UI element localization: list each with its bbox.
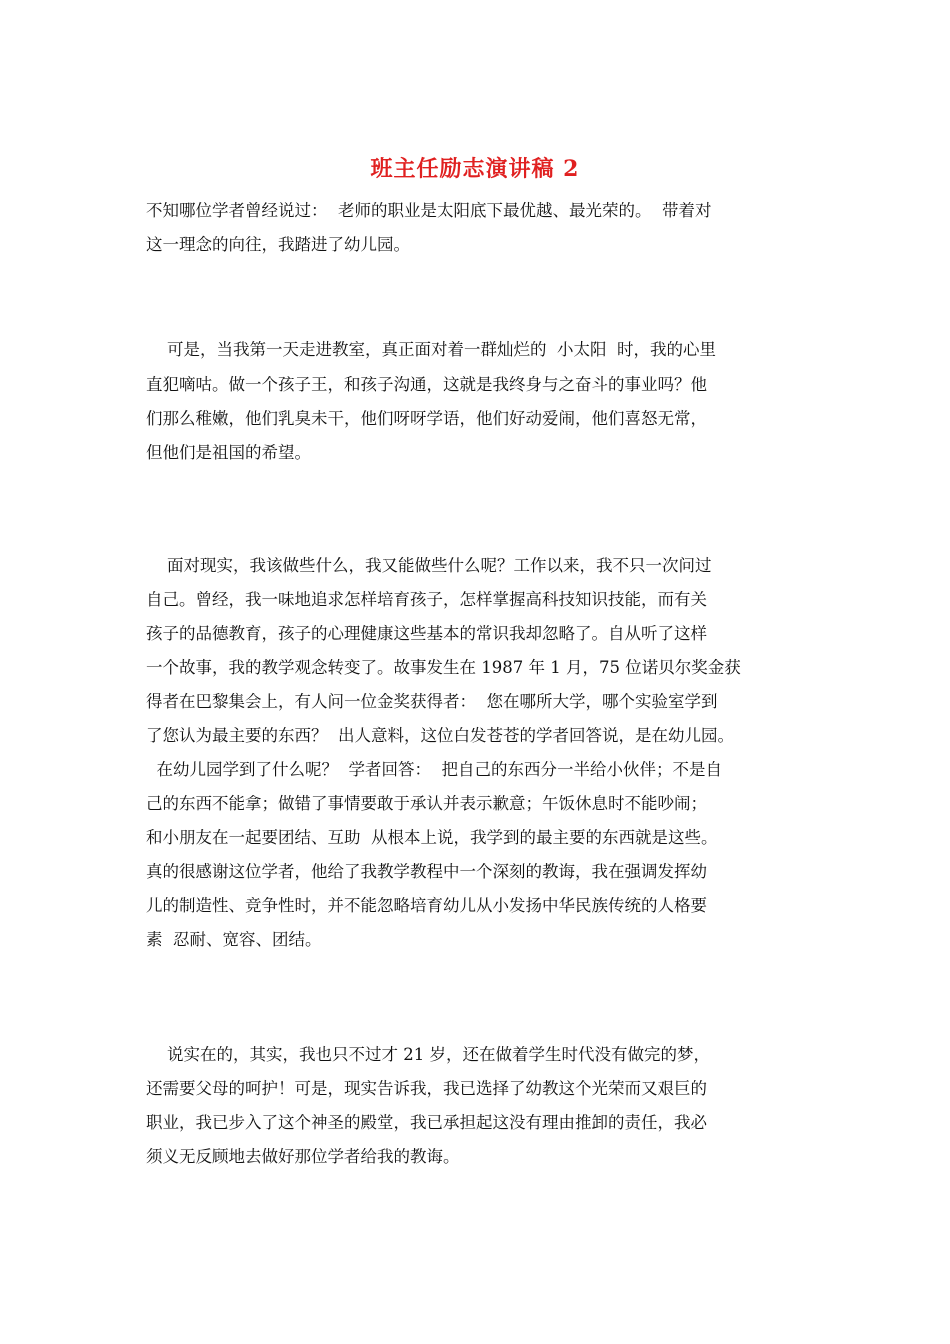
paragraph-2-line-2: 直犯嘀咕。做一个孩子王，和孩子沟通，这就是我终身与之奋斗的事业吗？他 <box>146 375 707 394</box>
paragraph-3-line-2: 自己。曾经，我一味地追求怎样培育孩子，怎样掌握高科技知识技能，而有关 <box>146 590 707 609</box>
paragraph-2-line-1: 可是，当我第一天走进教室，真正面对着一群灿烂的 小太阳 时，我的心里 <box>146 340 716 359</box>
paragraph-2-line-3: 们那么稚嫩，他们乳臭未干，他们呀呀学语，他们好动爱闹，他们喜怒无常， <box>146 409 707 428</box>
paragraph-3-line-8: 己的东西不能拿；做错了事情要敢于承认并表示歉意；午饭休息时不能吵闹； <box>146 794 707 813</box>
paragraph-4-line-4: 须义无反顾地去做好那位学者给我的教诲。 <box>146 1147 460 1166</box>
paragraph-2-line-4: 但他们是祖国的希望。 <box>146 443 311 462</box>
paragraph-3-line-5: 得者在巴黎集会上，有人问一位金奖获得者： 您在哪所大学，哪个实验室学到 <box>146 692 718 711</box>
paragraph-3-line-9: 和小朋友在一起要团结、互助 从根本上说，我学到的最主要的东西就是这些。 <box>146 828 718 847</box>
paragraph-3-line-12: 素 忍耐、宽容、团结。 <box>146 930 322 949</box>
paragraph-3-line-3: 孩子的品德教育，孩子的心理健康这些基本的常识我却忽略了。自从听了这样 <box>146 624 707 643</box>
document-title: 班主任励志演讲稿 2 <box>370 156 580 182</box>
paragraph-3-line-6: 了您认为最主要的东西？ 出人意料，这位白发苍苍的学者回答说，是在幼儿园。 <box>146 726 734 745</box>
paragraph-3-line-10: 真的很感谢这位学者，他给了我教学教程中一个深刻的教诲，我在强调发挥幼 <box>146 862 707 881</box>
paragraph-3-line-4: 一个故事，我的教学观念转变了。故事发生在 1987 年 1 月，75 位诺贝尔奖金获 <box>146 658 741 677</box>
paragraph-4-line-2: 还需要父母的呵护！可是，现实告诉我，我已选择了幼教这个光荣而又艰巨的 <box>146 1079 707 1098</box>
paragraph-1-line-1: 不知哪位学者曾经说过： 老师的职业是太阳底下最优越、最光荣的。 带着对 <box>146 201 712 220</box>
paragraph-4-line-1: 说实在的，其实，我也只不过才 21 岁，还在做着学生时代没有做完的梦， <box>146 1045 710 1064</box>
paragraph-4-line-3: 职业，我已步入了这个神圣的殿堂，我已承担起这没有理由推卸的责任，我必 <box>146 1113 707 1132</box>
paragraph-3-line-11: 儿的制造性、竞争性时，并不能忽略培育幼儿从小发扬中华民族传统的人格要 <box>146 896 707 915</box>
paragraph-3-line-7: 在幼儿园学到了什么呢？ 学者回答： 把自己的东西分一半给小伙伴；不是自 <box>146 760 722 779</box>
paragraph-1-line-2: 这一理念的向往，我踏进了幼儿园。 <box>146 235 410 254</box>
paragraph-3-line-1: 面对现实，我该做些什么，我又能做些什么呢？工作以来，我不只一次问过 <box>146 556 712 575</box>
